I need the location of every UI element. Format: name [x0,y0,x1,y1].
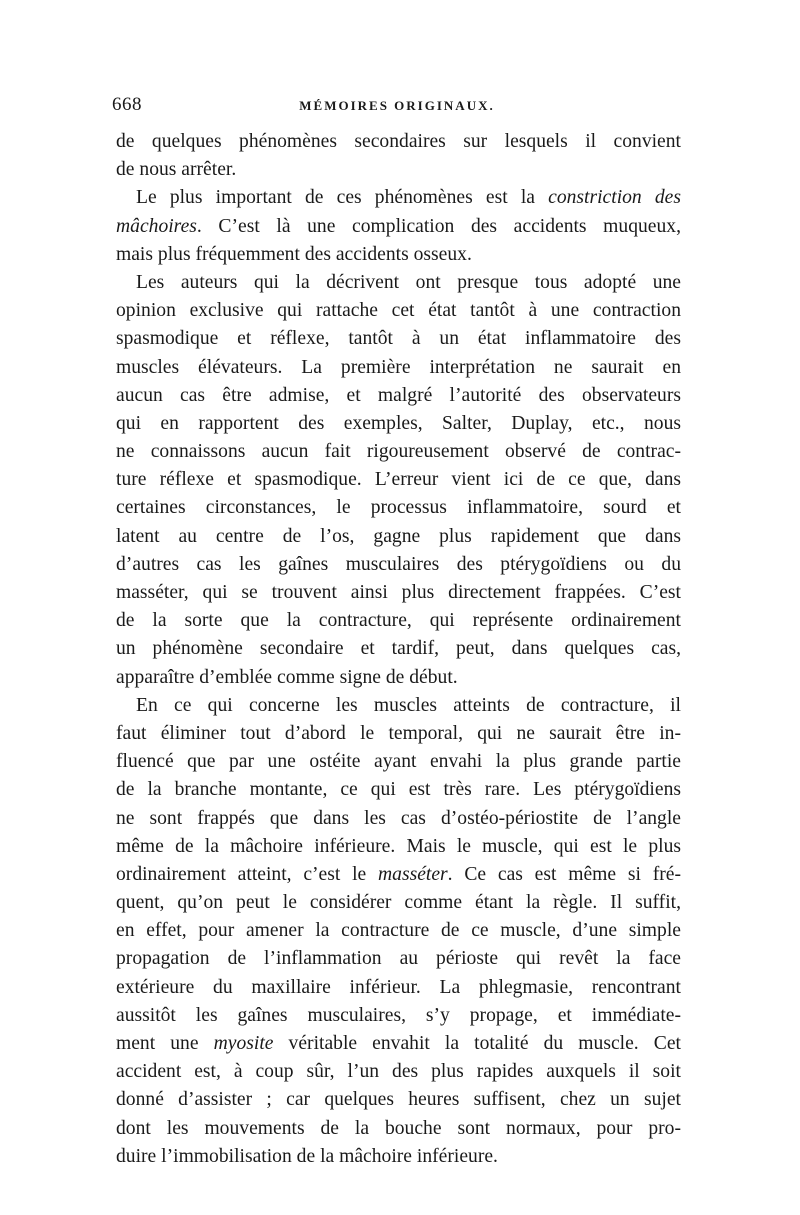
text-line [116,410,681,438]
text-segment: de quelques phénomènes secondaires sur lesquels il convient [116,131,681,152]
text-line [116,494,681,522]
text-line [116,579,681,607]
text-line [116,607,681,635]
text-line [116,861,681,889]
text-line [116,748,681,776]
text-line [116,241,681,269]
text-line [116,692,681,720]
text-line [116,974,681,1002]
text-line [116,269,681,297]
text-segment: de la branche montante, ce qui est très rare. Les ptérygoïdiens [116,779,681,801]
text-segment: en effet, pour amener la contracture de ce muscle, d’une simple [116,920,681,942]
text-line [116,438,681,466]
page-number: 668 [112,94,142,115]
text-line [116,297,681,325]
text-segment: En ce qui concerne les muscles atteints de contracture, il [136,694,681,716]
text-line [116,551,681,579]
text-line [116,1030,681,1058]
text-segment: ne connaissons aucun fait rigoureusement observé de contrac- [116,441,681,463]
page-header [112,94,682,122]
text-segment: certaines circonstances, le processus inflammatoire, sourd et [116,497,681,519]
text-segment: donné d’assister ; car quelques heures suffisent, chez un sujet [116,1089,681,1111]
text-segment: de nous arrêter. [116,159,237,181]
text-line [116,776,681,804]
text-segment: mais plus fréquemment des accidents osseux. [116,243,472,265]
text-segment: masséter, qui se trouvent ainsi plus directement frappées. C’est [116,582,681,603]
text-line [116,1058,681,1086]
text-segment: Le plus important de ces phénomènes est la [136,187,549,209]
text-line [116,1143,681,1171]
text-line [116,213,681,241]
text-segment: même de la mâchoire inférieure. Mais le muscle, qui est le plus [116,835,681,857]
text-segment: de la sorte que la contracture, qui représente ordinairement [116,610,681,632]
paragraph [116,269,681,692]
paragraph [116,184,681,269]
text-segment: aussitôt les gaînes musculaires, s’y propage, et immédiate- [116,1004,681,1026]
text-segment: extérieure du maxillaire inférieur. La phlegmasie, rencontrant [116,976,681,998]
text-line [116,325,681,353]
text-segment: faut éliminer tout d’abord le temporal, qui ne saurait être in- [116,722,681,744]
text-line [116,382,681,410]
text-segment: dont les mouvements de la bouche sont normaux, pour pro- [116,1117,681,1139]
text-line [116,833,681,861]
text-line [116,664,681,692]
text-segment: véritable envahit la totalité du muscle. Cet [273,1033,681,1054]
text-segment: d’autres cas les gaînes musculaires des ptérygoïdiens ou du [116,553,681,575]
running-head: MÉMOIRES ORIGINAUX. [299,98,495,113]
text-segment: latent au centre de l’os, gagne plus rapidement que dans [116,525,681,547]
text-segment: ment une [116,1033,214,1054]
text-line [116,523,681,551]
text-segment: propagation de l’inflammation au périoste qui revêt la face [116,948,681,970]
text-line [116,1086,681,1114]
text-segment: ordinairement atteint, c’est le [116,863,378,885]
body-text [116,128,681,1171]
text-line [116,1115,681,1143]
text-segment: un phénomène secondaire et tardif, peut, dans quelques cas, [116,638,681,660]
text-segment: ne sont frappés que dans les cas d’ostéo-périostite de l’angle [116,807,681,829]
text-segment: apparaître d’emblée comme signe de début. [116,666,458,688]
text-line [116,156,681,184]
text-segment: aucun cas être admise, et malgré l’autorité des observateurs [116,384,681,406]
text-segment: fluencé que par une ostéite ayant envahi la plus grande partie [116,751,681,773]
text-segment: qui en rapportent des exemples, Salter, Duplay, etc., nous [116,412,681,434]
text-line [116,720,681,748]
italic-text: mâchoires [116,215,197,237]
text-segment: opinion exclusive qui rattache cet état tantôt à une contraction [116,300,681,322]
text-line [116,945,681,973]
italic-text: constriction des [548,187,682,209]
text-segment: quent, qu’on peut le considérer comme étant la règle. Il suffit, [116,892,681,914]
text-segment: . C’est là une complication des accidents muqueux, [196,215,681,237]
text-segment: muscles élévateurs. La première interprétation ne saurait en [116,356,681,378]
text-line [116,128,681,156]
text-segment: Les auteurs qui la décrivent ont presque tous adopté une [136,271,681,293]
text-segment: accident est, à coup sûr, l’un des plus rapides auxquels il soit [116,1061,681,1083]
text-line [116,889,681,917]
text-segment: duire l’immobilisation de la mâchoire inférieure. [116,1145,498,1167]
text-segment: . Ce cas est même si fré- [447,863,681,885]
text-line [116,1002,681,1030]
paragraph [116,128,681,184]
text-line [116,805,681,833]
text-line [116,466,681,494]
text-line [116,917,681,945]
italic-text: masséter [378,863,448,885]
text-line [116,354,681,382]
text-segment: spasmodique et réflexe, tantôt à un état inflammatoire des [116,328,681,350]
paragraph [116,692,681,1171]
text-segment: ture réflexe et spasmodique. L’erreur vient ici de ce que, dans [116,469,681,491]
text-line [116,184,681,212]
italic-text: myosite [213,1033,274,1054]
text-line [116,635,681,663]
